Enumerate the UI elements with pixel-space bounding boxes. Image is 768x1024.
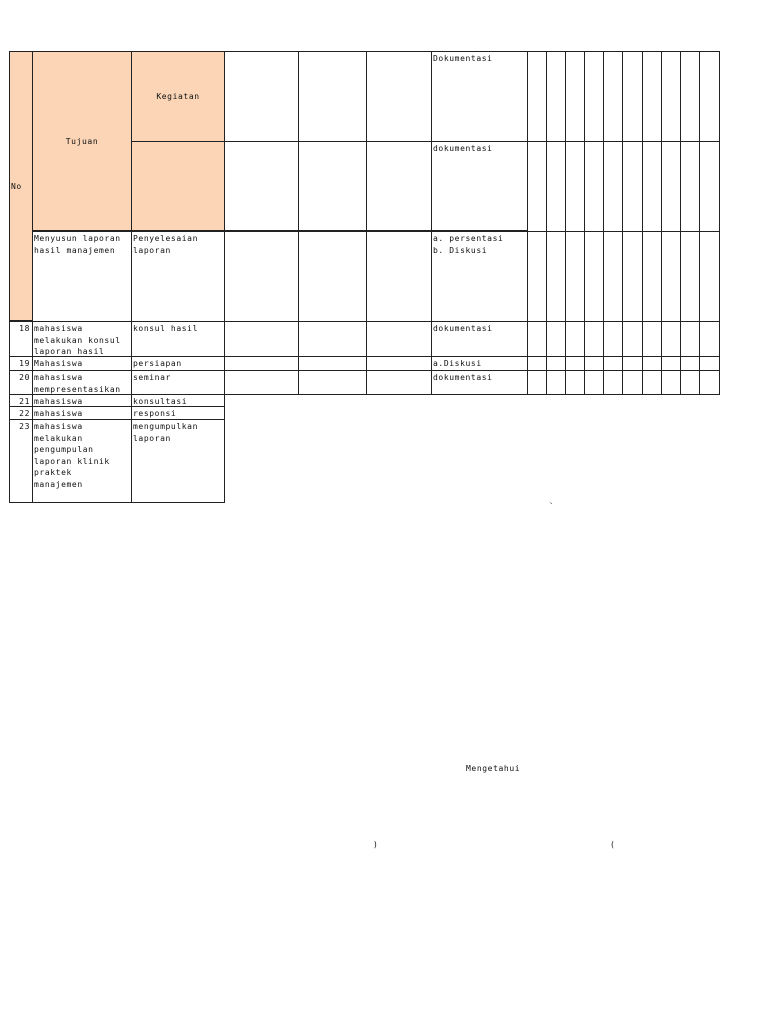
grid-cell <box>565 231 585 322</box>
grid-cell <box>661 356 681 371</box>
grid-cell <box>527 321 547 357</box>
cell <box>298 356 367 371</box>
cell <box>224 356 299 371</box>
grid-cell <box>661 321 681 357</box>
grid-cell <box>680 51 700 142</box>
cell-diskusi: a.Diskusi <box>431 356 528 371</box>
grid-cell <box>622 231 643 322</box>
row-no: 22 <box>9 406 33 420</box>
grid-cell <box>584 321 604 357</box>
cell <box>224 370 299 395</box>
cell <box>366 141 432 231</box>
signature-close-paren: ) <box>373 840 379 849</box>
grid-cell <box>565 51 585 142</box>
grid-cell <box>680 321 700 357</box>
cell-tujuan: mahasiswa melakukan pengumpulan laporan klinik praktek manajemen <box>32 419 132 503</box>
grid-cell <box>603 321 623 357</box>
cell <box>366 231 432 322</box>
grid-cell <box>584 141 604 232</box>
header-kegiatan <box>131 51 225 142</box>
tick-mark: ` <box>549 502 555 511</box>
grid-cell <box>680 141 700 232</box>
grid-cell <box>584 51 604 142</box>
grid-cell <box>527 51 547 142</box>
cell-kegiatan: konsultasi <box>131 394 225 407</box>
cell-kegiatan: seminar <box>131 370 225 395</box>
cell-tujuan: mahasiswa melakukan konsul laporan hasil <box>32 321 132 357</box>
grid-cell <box>661 370 681 395</box>
grid-cell <box>642 141 662 232</box>
header-no <box>9 51 33 321</box>
cell-dokumentasi: dokumentasi <box>431 321 528 357</box>
grid-cell <box>565 370 585 395</box>
grid-cell <box>642 370 662 395</box>
row-no: 21 <box>9 394 33 407</box>
cell <box>298 231 367 322</box>
grid-cell <box>642 356 662 371</box>
grid-cell <box>699 356 720 371</box>
grid-cell <box>622 370 643 395</box>
grid-cell <box>699 51 720 142</box>
grid-cell <box>642 321 662 357</box>
cell <box>224 231 299 322</box>
cell-tujuan: mahasiswa <box>32 394 132 407</box>
grid-cell <box>603 231 623 322</box>
grid-cell <box>546 370 566 395</box>
row-no: 18 <box>9 321 33 357</box>
cell-dokumentasi: Dokumentasi <box>431 51 528 142</box>
cell <box>298 51 367 142</box>
grid-cell <box>603 51 623 142</box>
mengetahui-label: Mengetahui <box>466 764 521 773</box>
grid-cell <box>527 231 547 322</box>
grid-cell <box>680 370 700 395</box>
row-no: 20 <box>9 370 33 395</box>
grid-cell <box>622 141 643 232</box>
cell <box>366 321 432 357</box>
cell-kegiatan: responsi <box>131 406 225 420</box>
grid-cell <box>699 231 720 322</box>
grid-cell <box>622 356 643 371</box>
grid-cell <box>642 231 662 322</box>
grid-cell <box>603 370 623 395</box>
row-no: 19 <box>9 356 33 371</box>
cell-kegiatan: persiapan <box>131 356 225 371</box>
cell <box>366 370 432 395</box>
cell <box>298 321 367 357</box>
grid-cell <box>603 141 623 232</box>
cell-dokumentasi: dokumentasi <box>431 370 528 395</box>
grid-cell <box>603 356 623 371</box>
cell-metode: a. persentasi b. Diskusi <box>431 231 528 322</box>
grid-cell <box>622 51 643 142</box>
grid-cell <box>565 141 585 232</box>
cell-kegiatan: mengumpulkan laporan <box>131 419 225 503</box>
cell <box>366 51 432 142</box>
grid-cell <box>584 370 604 395</box>
grid-cell <box>699 321 720 357</box>
grid-cell <box>622 321 643 357</box>
row-no: 23 <box>9 419 33 503</box>
grid-cell <box>546 231 566 322</box>
grid-cell <box>565 356 585 371</box>
grid-cell <box>546 51 566 142</box>
grid-cell <box>661 141 681 232</box>
grid-cell <box>584 356 604 371</box>
cell <box>298 370 367 395</box>
cell-tujuan: mahasiswa <box>32 406 132 420</box>
grid-cell <box>680 356 700 371</box>
cell <box>224 321 299 357</box>
cell <box>298 141 367 231</box>
cell-kegiatan: Penyelesaian laporan <box>131 231 225 322</box>
grid-cell <box>546 356 566 371</box>
grid-cell <box>527 370 547 395</box>
cell <box>224 141 299 231</box>
signature-open-paren: ( <box>610 840 616 849</box>
header-kegiatan-sub <box>131 141 225 231</box>
grid-cell <box>642 51 662 142</box>
cell-dokumentasi: dokumentasi <box>431 141 528 231</box>
grid-cell <box>699 370 720 395</box>
grid-cell <box>680 231 700 322</box>
header-tujuan-label: Tujuan <box>65 136 99 146</box>
grid-cell <box>546 321 566 357</box>
header-tujuan <box>32 51 132 231</box>
cell-tujuan: mahasiswa mempresentasikan <box>32 370 132 395</box>
cell-tujuan: Mahasiswa <box>32 356 132 371</box>
cell-kegiatan: konsul hasil <box>131 321 225 357</box>
header-no-label: No <box>11 181 22 191</box>
grid-cell <box>527 141 547 232</box>
grid-cell <box>661 231 681 322</box>
grid-cell <box>699 141 720 232</box>
grid-cell <box>527 356 547 371</box>
grid-cell <box>565 321 585 357</box>
cell <box>366 356 432 371</box>
header-kegiatan-label: Kegiatan <box>156 92 200 102</box>
cell <box>224 51 299 142</box>
grid-cell <box>661 51 681 142</box>
grid-cell <box>584 231 604 322</box>
grid-cell <box>546 141 566 232</box>
cell-tujuan: Menyusun laporan hasil manajemen <box>32 231 132 322</box>
